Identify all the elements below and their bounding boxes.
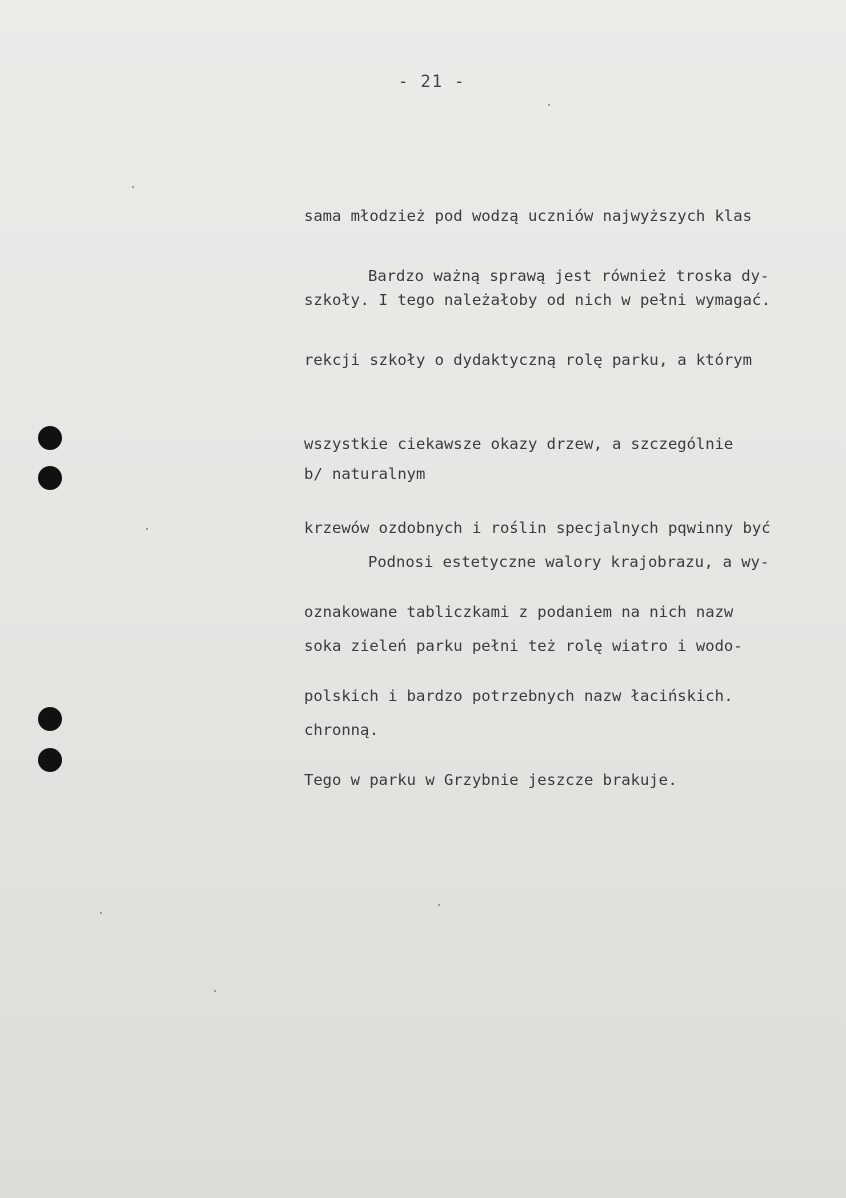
text-line: Podnosi estetyczne walory krajobrazu, a wy- [368, 553, 770, 571]
paper-speck [132, 186, 134, 188]
text-line: szkoły. I tego należałoby od nich w pełni wymagać. [304, 291, 771, 309]
text-line: rekcji szkoły o dydaktyczną rolę parku, a którym [304, 351, 752, 369]
punch-hole [38, 707, 62, 731]
text-line: Bardzo ważną sprawą jest również troska dy- [368, 267, 770, 285]
paragraph-natural-role [304, 492, 844, 800]
paper-speck [100, 912, 102, 914]
punch-hole [38, 748, 62, 772]
paper-speck [214, 990, 216, 992]
text-line: sama młodzież pod wodzą uczniów najwyższych klas [304, 207, 752, 225]
page-number: - 21 - [398, 72, 466, 92]
text-line: wszystkie ciekawsze okazy drzew, a szczególnie [304, 435, 734, 453]
text-line: Tego w parku w Grzybnie jeszcze brakuje. [304, 771, 678, 789]
text-line: chronną. [304, 721, 379, 739]
paper-speck [438, 904, 440, 906]
punch-hole [38, 426, 62, 450]
text-line: krzewów ozdobnych i roślin specjalnych pqwinny być [304, 519, 771, 537]
text-line: oznakowane tabliczkami z podaniem na nich nazw [304, 603, 734, 621]
paper-speck [548, 104, 550, 106]
punch-hole [38, 466, 62, 490]
paper-speck [146, 528, 148, 530]
text-line: polskich i bardzo potrzebnych nazw łacińskich. [304, 687, 734, 705]
text-line: soka zieleń parku pełni też rolę wiatro i wodo- [304, 637, 743, 655]
section-heading: b/ naturalnym [304, 465, 426, 483]
